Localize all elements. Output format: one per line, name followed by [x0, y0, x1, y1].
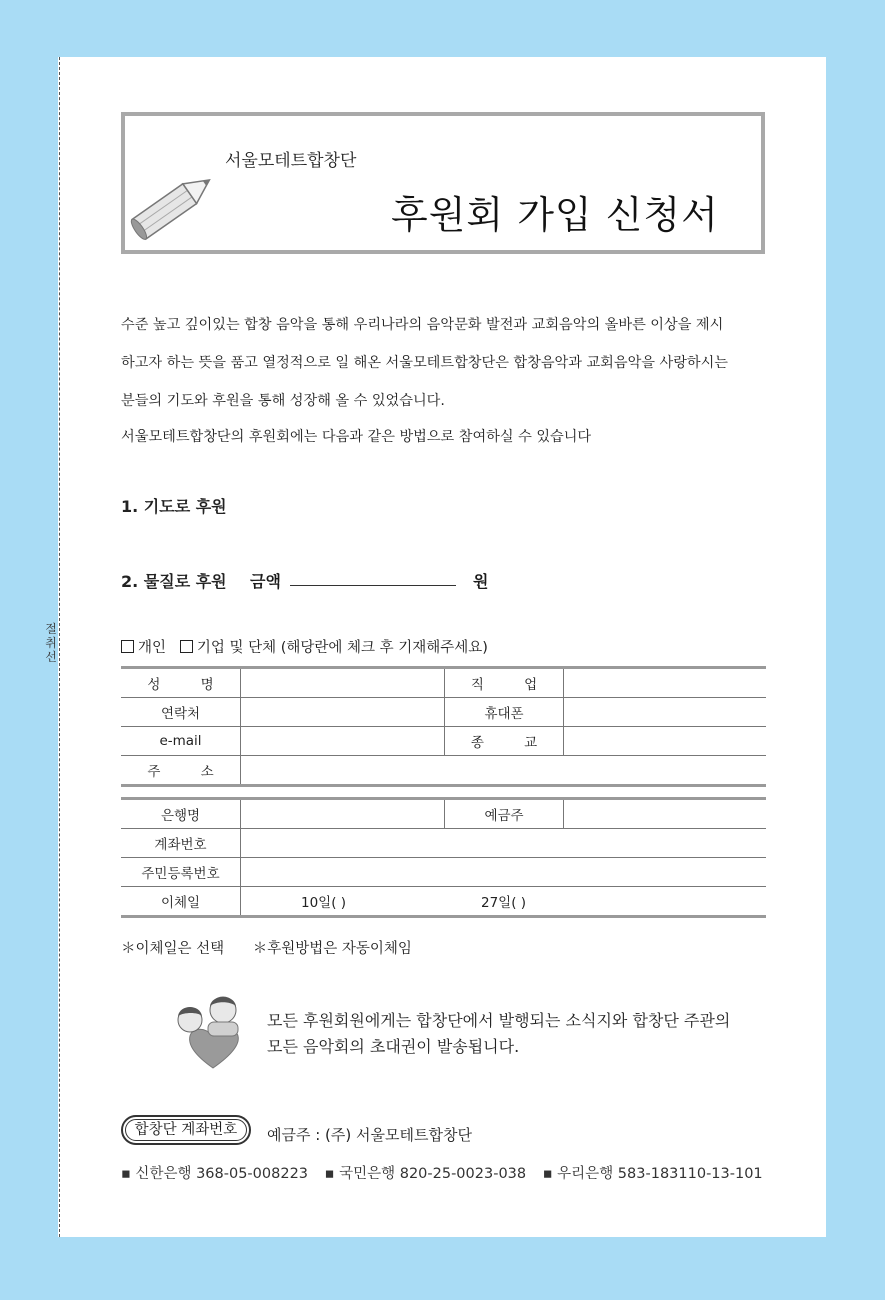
bank-label: 은행명 — [121, 799, 241, 829]
table-row — [121, 887, 766, 917]
members-notice-line-2: 모든 음악회의 초대권이 발송됩니다. — [267, 1037, 520, 1056]
title-box — [121, 112, 765, 254]
name-label: 성 명 — [147, 677, 232, 693]
table-row — [121, 668, 766, 698]
corporate-checkbox[interactable] — [180, 640, 193, 653]
cut-dashed-line — [59, 57, 60, 1237]
mobile-field[interactable] — [564, 698, 767, 727]
contact-label: 연락처 — [121, 698, 241, 727]
email-label: e-mail — [121, 727, 241, 756]
day-27-option[interactable]: 27일( ) — [481, 895, 527, 911]
job-field[interactable] — [564, 668, 767, 698]
personal-info-table — [121, 666, 766, 787]
intro-line-4: 서울모테트합창단의 후원회에는 다음과 같은 방법으로 참여하실 수 있습니다 — [121, 429, 592, 445]
table-row — [121, 727, 766, 756]
table-row — [121, 858, 766, 887]
address-label: 주 소 — [147, 764, 232, 780]
table-row — [121, 799, 766, 829]
children-heart-icon — [168, 992, 258, 1072]
religion-field[interactable] — [564, 727, 767, 756]
transfer-day-label: 이체일 — [121, 887, 241, 917]
account-field[interactable] — [241, 829, 767, 858]
note-auto-transfer: ＊후원방법은 자동이체임 — [252, 941, 412, 957]
prayer-support-heading: 1. 기도로 후원 — [121, 497, 227, 516]
account-number-badge: 합창단 계좌번호 — [121, 1115, 251, 1145]
pencil-icon — [125, 162, 225, 247]
material-support-heading: 2. 물질로 후원 — [121, 572, 227, 591]
corporate-label: 기업 및 단체 (해당란에 체크 후 기재해주세요) — [196, 640, 488, 656]
bank-accounts — [121, 1162, 775, 1183]
bank-account-shinhan: ▪ 신한은행 368-05-008223 — [121, 1166, 309, 1182]
contact-field[interactable] — [241, 698, 445, 727]
intro-line-1: 수준 높고 깊이있는 합창 음악을 통해 우리나라의 음악문화 발전과 교회음악의 올바른 이상을 제시 — [121, 317, 724, 333]
day-10-option[interactable]: 10일( ) — [301, 895, 347, 911]
depositor-field[interactable] — [564, 799, 767, 829]
account-holder: 예금주 : (주) 서울모테트합창단 — [267, 1126, 472, 1144]
note-transfer-optional: ＊이체일은 선택 — [121, 941, 225, 957]
organization-name: 서울모테트합창단 — [225, 151, 357, 171]
bank-account-kookmin: ▪ 국민은행 820-25-0023-038 — [324, 1166, 527, 1182]
table-row — [121, 829, 766, 858]
bank-field[interactable] — [241, 799, 445, 829]
notes — [121, 937, 436, 958]
individual-label: 개인 — [138, 640, 167, 656]
currency-label: 원 — [473, 572, 489, 591]
email-field[interactable] — [241, 727, 445, 756]
mobile-label: 휴대폰 — [445, 698, 564, 727]
job-label: 직 업 — [470, 677, 556, 693]
intro-line-3: 분들의 기도와 후원을 통해 성장해 올 수 있었습니다. — [121, 393, 445, 409]
religion-label: 종 교 — [470, 735, 556, 751]
transfer-day-options — [241, 887, 767, 917]
cut-line-label: 절취선 — [45, 622, 57, 664]
bank-info-table — [121, 797, 766, 918]
resident-id-label: 주민등록번호 — [121, 858, 241, 887]
individual-checkbox[interactable] — [121, 640, 134, 653]
table-row — [121, 756, 766, 786]
members-notice-line-1: 모든 후원회원에게는 합창단에서 발행되는 소식지와 합창단 주관의 — [267, 1011, 731, 1030]
name-field[interactable] — [241, 668, 445, 698]
applicant-type — [121, 636, 488, 657]
account-label: 계좌번호 — [121, 829, 241, 858]
address-field[interactable] — [241, 756, 767, 786]
bank-account-woori: ▪ 우리은행 583-183110-13-101 — [542, 1166, 763, 1182]
depositor-label: 예금주 — [445, 799, 564, 829]
amount-input-line[interactable] — [290, 585, 456, 586]
page-title: 후원회 가입 신청서 — [391, 193, 719, 237]
amount-label: 금액 — [250, 572, 281, 591]
table-row — [121, 698, 766, 727]
intro-line-2: 하고자 하는 뜻을 품고 열정적으로 일 해온 서울모테트합창단은 합창음악과 교회음악을 사랑하시는 — [121, 355, 729, 371]
members-notice — [267, 1008, 730, 1060]
resident-id-field[interactable] — [241, 858, 767, 887]
